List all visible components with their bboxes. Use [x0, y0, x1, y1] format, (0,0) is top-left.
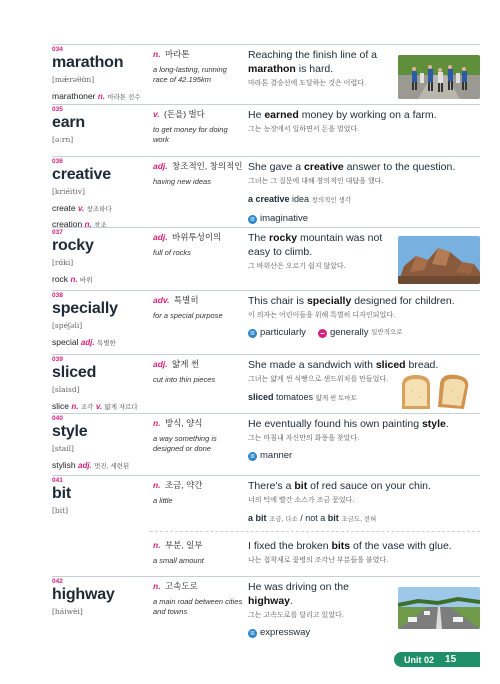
entry-number: 042 [52, 578, 63, 585]
sliced-bread-photo [398, 371, 480, 411]
entry-number: 035 [52, 106, 63, 113]
meaning: adj. 얇게 썬 [153, 359, 200, 369]
collocation: a bit 조금, 다소 / not a bit 조금도, 전혀 [248, 513, 377, 523]
meaning: n. 부분, 일부 [153, 540, 203, 550]
definition: a main road between cities and towns [153, 597, 243, 616]
translation: 그녀는 얇게 썬 식빵으로 샌드위치를 만들었다. [248, 376, 389, 383]
translation: 그는 마침내 자신만의 화풍을 찾았다. [248, 435, 360, 442]
headword: highway [52, 586, 115, 603]
translation: 너의 턱에 빨간 소스가 조금 묻었다. [248, 497, 355, 504]
headword: specially [52, 300, 118, 317]
example-sentence: The rocky mountain was not easy to climb. [248, 232, 383, 258]
example-sentence: There's a bit of red sauce on your chin. [248, 480, 431, 492]
phonetic: [kriéitiv] [52, 187, 85, 196]
phonetic: [spéʃəli] [52, 321, 83, 330]
example-sentence: He earned money by working on a farm. [248, 109, 437, 121]
phonetic: [rɑ́ki] [52, 258, 74, 267]
equals-icon: = [248, 215, 257, 224]
marathon-runners-photo [398, 55, 480, 99]
entry-number: 037 [52, 229, 63, 236]
entry-number: 041 [52, 477, 63, 484]
headword: creative [52, 166, 111, 183]
collocation: sliced tomatoes 얇게 썬 토마토 [248, 392, 357, 402]
phonetic: [slaisd] [52, 385, 80, 394]
entry-number: 038 [52, 292, 63, 299]
phonetic: [əːrn] [52, 135, 74, 144]
phonetic: [háiwèi] [52, 607, 83, 616]
derivative-2: creation n. 창조 [52, 219, 107, 229]
definition: a little [153, 496, 173, 505]
synonym: = imaginative [248, 213, 480, 225]
equals-icon: = [248, 329, 257, 338]
synonym-antonym: = particularly − generally 일반적으로 [248, 327, 480, 339]
meaning: n. 고속도로 [153, 581, 198, 591]
derivative: special adj. 특별한 [52, 337, 116, 347]
translation: 나는 접착제로 꽃병의 조각난 부분들을 붙였다. [248, 557, 389, 564]
definition: for a special purpose [153, 311, 223, 320]
meaning: adj. 바위투성이의 [153, 232, 222, 242]
example-sentence: I fixed the broken bits of the vase with glue. [248, 540, 452, 552]
example-sentence: She gave a creative answer to the question. [248, 161, 456, 173]
entry-highway [52, 576, 480, 636]
derivative: stylish adj. 멋진, 세련된 [52, 460, 130, 470]
phonetic: [mǽrəθɑ̀n] [52, 75, 95, 84]
headword: bit [52, 485, 71, 502]
definition: cut into thin pieces [153, 375, 216, 384]
meaning: adj. 창조적인, 창의적인 [153, 161, 243, 171]
translation: 마라톤 결승선에 도달하는 것은 어렵다. [248, 80, 366, 87]
entry-specially [52, 290, 480, 354]
entry-bit-meaning-2 [150, 531, 480, 574]
entry-marathon [52, 44, 480, 104]
derivative: slice n. 조각 v. 얇게 자르다 [52, 401, 138, 411]
derivative: rock n. 바위 [52, 274, 93, 284]
definition: a small amount [153, 556, 204, 565]
phonetic: [bit] [52, 506, 69, 515]
meaning: n. 마라톤 [153, 49, 190, 59]
equals-icon: = [248, 629, 257, 638]
example-sentence: Reaching the finish line of a marathon is hard. [248, 49, 377, 75]
entry-earn [52, 104, 480, 156]
minus-icon: − [318, 329, 327, 338]
headword: marathon [52, 54, 124, 71]
meaning: v. (돈을) 벌다 [153, 109, 205, 119]
synonym: = manner [248, 450, 480, 462]
definition: a way something is designed or done [153, 434, 217, 453]
translation: 이 의자는 어린이들을 위해 특별히 디자인되었다. [248, 312, 395, 319]
headword: sliced [52, 364, 97, 381]
headword: rocky [52, 237, 94, 254]
meaning: n. 방식, 양식 [153, 418, 203, 428]
page-number: 15 [445, 654, 457, 665]
entry-rocky [52, 227, 480, 290]
collocation: a creative idea 창의적인 생각 [248, 194, 352, 204]
definition: a long-lasting, running race of 42.195km [153, 65, 227, 84]
page-footer [394, 652, 480, 667]
meaning: n. 조금, 약간 [153, 480, 203, 490]
example-sentence: He was driving on the highway. [248, 581, 349, 607]
entry-style [52, 413, 480, 475]
entry-sliced [52, 354, 480, 413]
definition: to get money for doing work [153, 125, 228, 144]
rocky-mountain-photo [398, 236, 480, 284]
definition: having new ideas [153, 177, 211, 186]
highway-photo [398, 587, 480, 629]
example-sentence: He eventually found his own painting style. [248, 418, 449, 430]
equals-icon: = [248, 452, 257, 461]
entry-creative [52, 156, 480, 227]
derivative: create v. 창조하다 [52, 203, 112, 213]
headword: style [52, 423, 88, 440]
example-sentence: She made a sandwich with sliced bread. [248, 359, 439, 371]
headword: earn [52, 114, 85, 131]
entry-number: 039 [52, 356, 63, 363]
unit-label: Unit 02 [404, 654, 435, 665]
synonym: = expressway [248, 627, 388, 639]
example-sentence: This chair is specially designed for children. [248, 295, 455, 307]
derivative: marathoner n. 마라톤 선수 [52, 91, 141, 101]
entry-number: 040 [52, 415, 63, 422]
entry-number: 036 [52, 158, 63, 165]
phonetic: [stail] [52, 444, 74, 453]
translation: 그는 농장에서 일하면서 돈을 벌었다. [248, 126, 360, 133]
translation: 그는 고속도로를 달리고 있었다. [248, 612, 344, 619]
translation: 그녀는 그 질문에 대해 창의적인 대답을 했다. [248, 178, 384, 185]
meaning: adv. 특별히 [153, 295, 199, 305]
entry-number: 034 [52, 46, 63, 53]
definition: full of rocks [153, 248, 191, 257]
translation: 그 바위산은 오르기 쉽지 않았다. [248, 263, 346, 270]
entry-bit [52, 475, 480, 531]
